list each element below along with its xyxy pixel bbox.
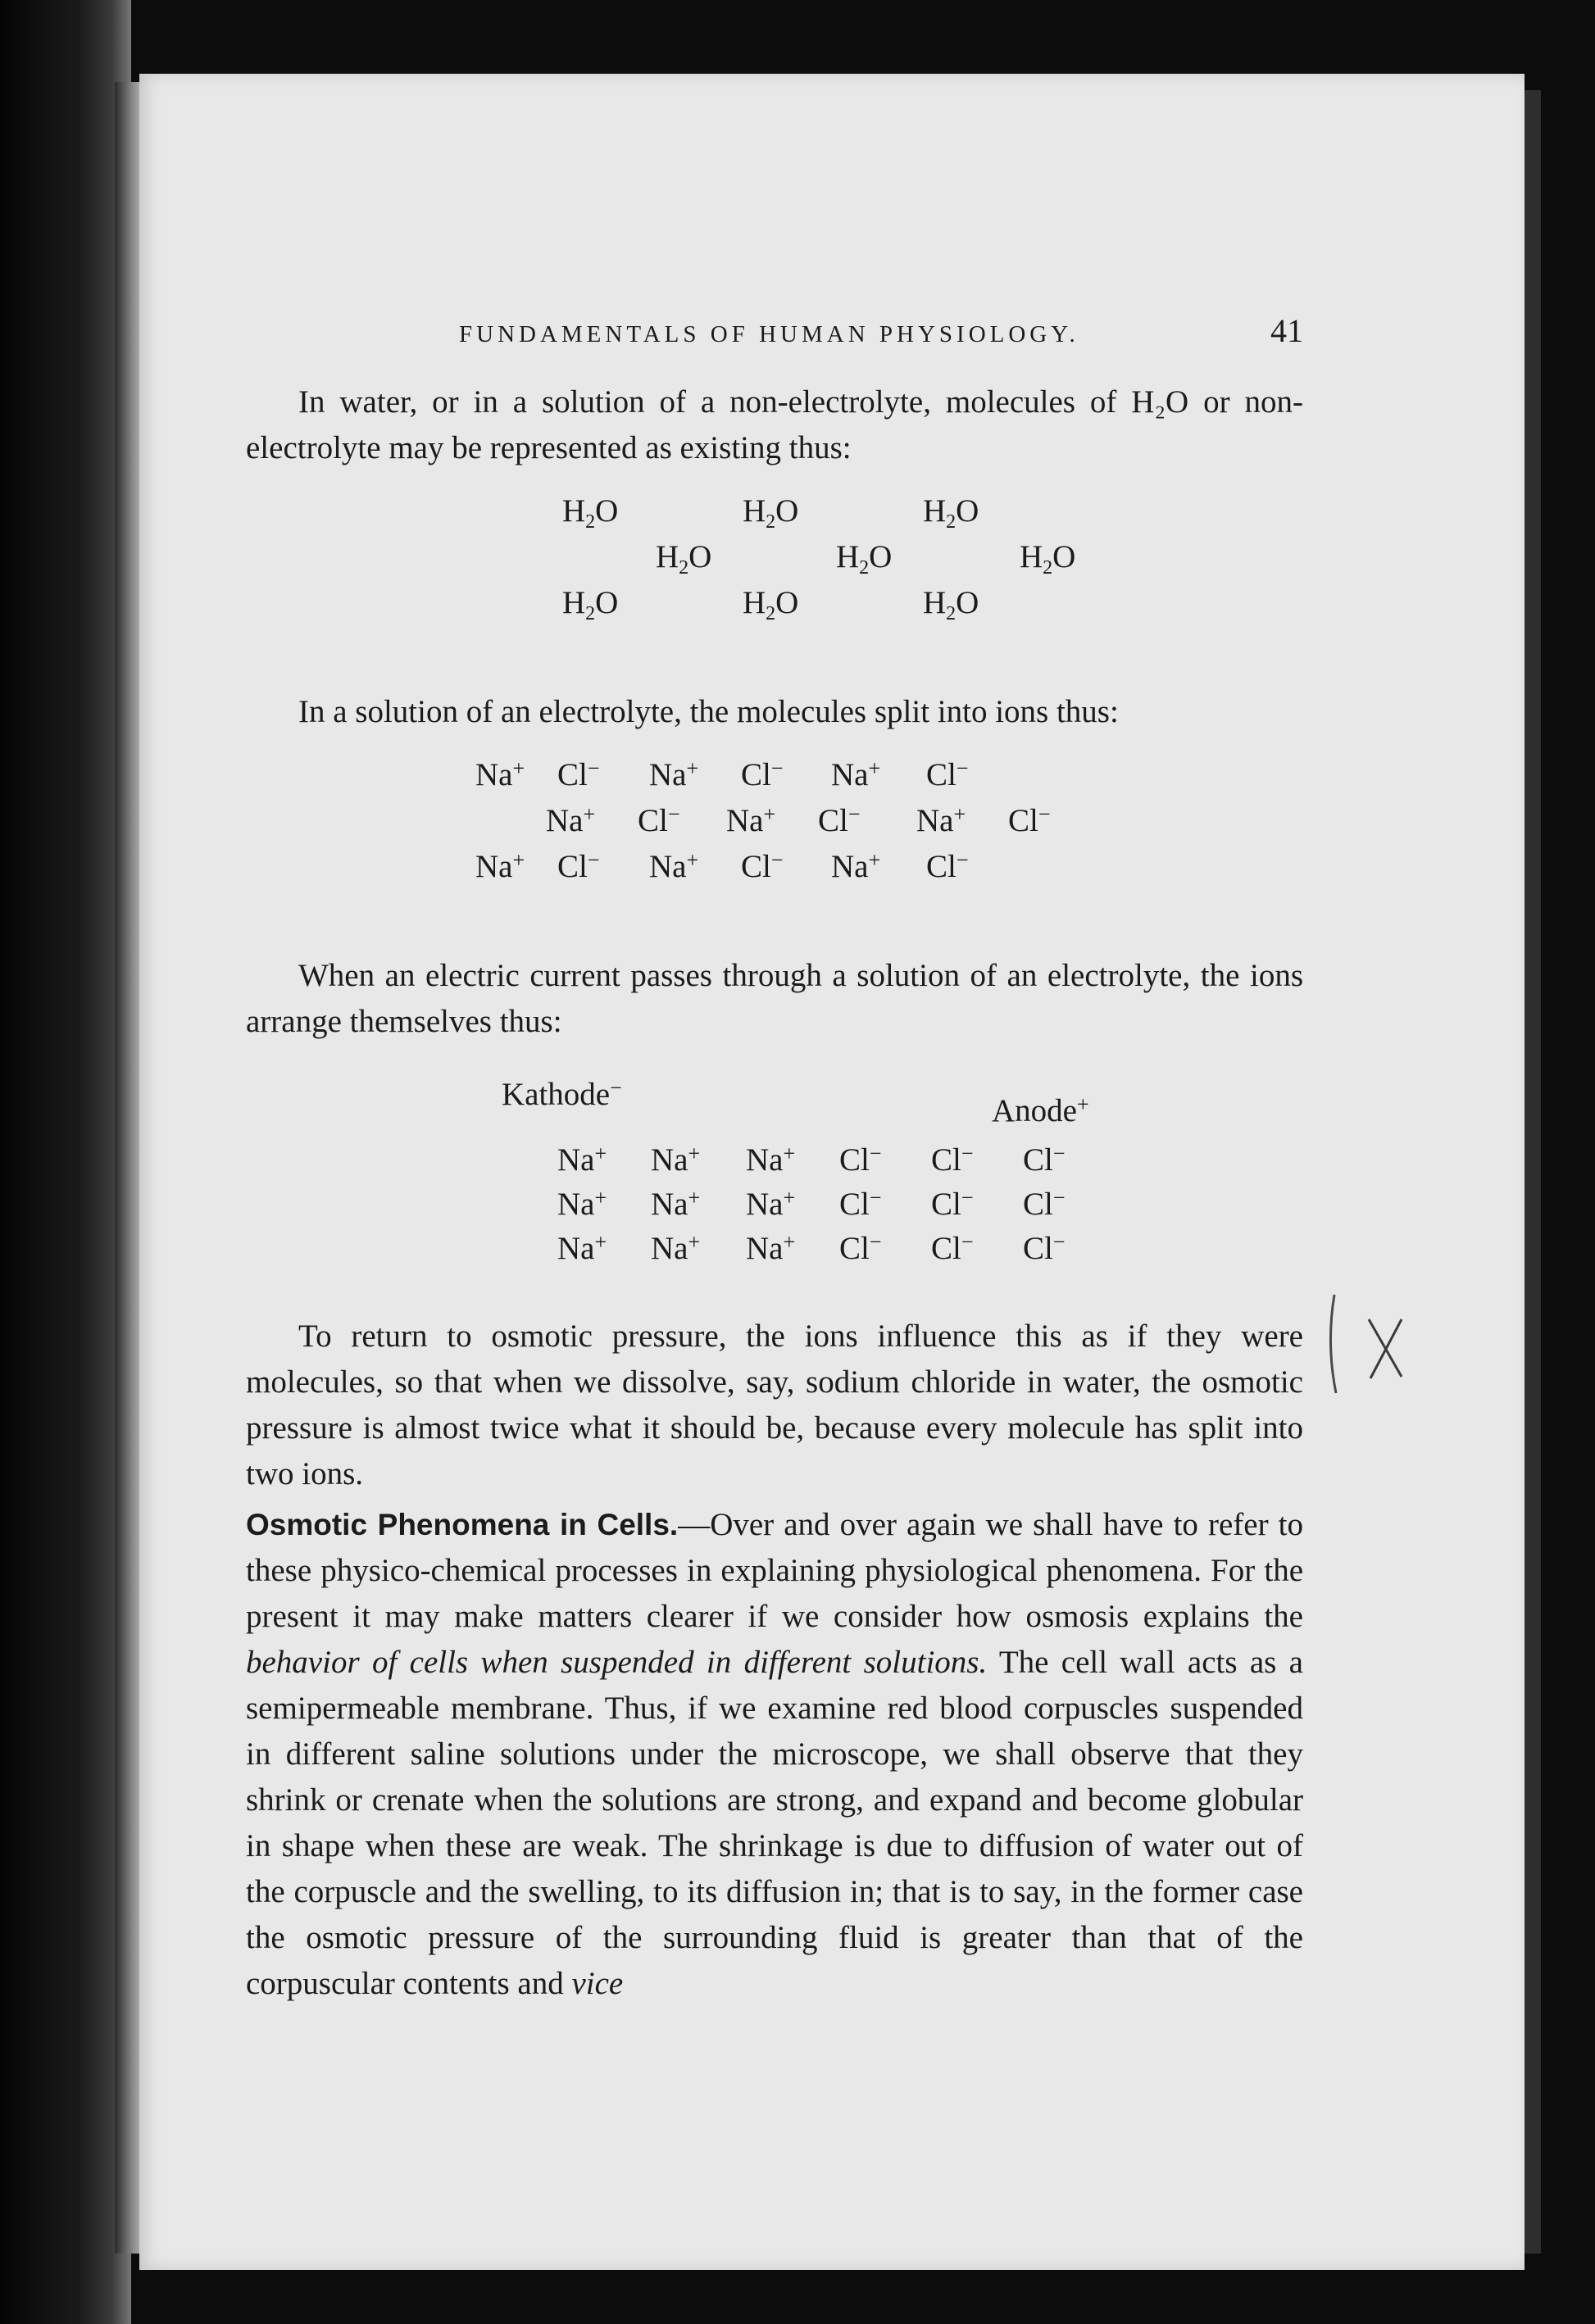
h2o-formula: $H_2O$ bbox=[743, 493, 799, 533]
sodium-ion: Na+ bbox=[831, 848, 881, 884]
sodium-ion: Na+ bbox=[916, 802, 966, 838]
chloride-ion: Cl− bbox=[818, 802, 861, 838]
sodium-ion: Na+ bbox=[649, 848, 699, 884]
running-title: FUNDAMENTALS OF HUMAN PHYSIOLOGY. bbox=[459, 321, 1079, 347]
page-number: 41 bbox=[1270, 312, 1303, 349]
chloride-ion: Cl− bbox=[839, 1186, 882, 1222]
h2o-formula: $H_2O$ bbox=[656, 539, 712, 579]
chloride-ion: Cl− bbox=[926, 756, 969, 792]
sodium-ion: Na+ bbox=[746, 1142, 796, 1178]
chloride-ion: Cl− bbox=[638, 802, 680, 838]
chloride-ion: Cl− bbox=[839, 1230, 882, 1266]
sodium-ion: Na+ bbox=[831, 756, 881, 792]
h2o-formula: $H_2O$ bbox=[836, 539, 893, 579]
h2o-formula: $H_2O$ bbox=[923, 493, 979, 533]
margin-x-mark-icon bbox=[1320, 1287, 1443, 1401]
chloride-ion: Cl− bbox=[1023, 1186, 1066, 1222]
chloride-ion: Cl− bbox=[931, 1142, 974, 1178]
sodium-ion: Na+ bbox=[651, 1142, 701, 1178]
anode-text: Anode bbox=[992, 1093, 1077, 1128]
kathode-text: Kathode bbox=[502, 1077, 611, 1112]
running-head bbox=[459, 311, 1303, 350]
paragraph-electrolyte-ions: In a solution of an electrolyte, the molecules split into ions thus: bbox=[298, 694, 1119, 729]
h2o-formula: $H_2O$ bbox=[1020, 539, 1076, 579]
chloride-ion: Cl− bbox=[741, 756, 784, 792]
chloride-ion: Cl− bbox=[839, 1142, 882, 1178]
sodium-ion: Na+ bbox=[475, 756, 525, 792]
arranged-ion-grid bbox=[246, 1142, 1303, 1281]
h2o-formula: $H_2O$ bbox=[743, 585, 799, 624]
paragraph-osmotic-phenomena bbox=[246, 1502, 1303, 2007]
sodium-ion: Na+ bbox=[651, 1230, 701, 1266]
paragraph-osmotic-pressure: To return to osmotic pressure, the ions influence this as if they were molecules, so that when we dissolve, say, sodium chloride in water, the osmotic pressure is almost twice what it should be, because every molecule has split into two ions. bbox=[246, 1319, 1303, 1491]
sodium-ion: Na+ bbox=[557, 1142, 607, 1178]
sodium-ion: Na+ bbox=[746, 1230, 796, 1266]
sodium-ion: Na+ bbox=[651, 1186, 701, 1222]
section-text-a: —Over and over again we shall have to refer to these physico-chemical processes in explaining physiological phenomena. For the present it may make matters clearer if we consider how osmosis explains the bbox=[246, 1507, 1304, 1634]
dissociated-ion-grid bbox=[246, 756, 1303, 920]
sodium-ion: Na+ bbox=[557, 1230, 607, 1266]
scan-dark-border bbox=[0, 0, 131, 2324]
chloride-ion: Cl− bbox=[926, 848, 969, 884]
section-trailing-italic: vice bbox=[571, 1966, 624, 2001]
sodium-ion: Na+ bbox=[649, 756, 699, 792]
kathode-sign: − bbox=[610, 1076, 622, 1100]
handwritten-margin-mark bbox=[1320, 1287, 1443, 1401]
paragraph-electric-current: When an electric current passes through a solution of an electrolyte, the ions arrange themselves thus: bbox=[246, 958, 1303, 1039]
chloride-ion: Cl− bbox=[1008, 802, 1051, 838]
chloride-ion: Cl− bbox=[557, 848, 600, 884]
chloride-ion: Cl− bbox=[1023, 1142, 1066, 1178]
chloride-ion: Cl− bbox=[931, 1186, 974, 1222]
paragraph-water-molecules: In water, or in a solution of a non-electrolyte, molecules of H₂O or non-electrolyte may be represented as existing thus: bbox=[246, 384, 1303, 465]
anode-label bbox=[992, 1092, 1089, 1129]
h2o-formula: $H_2O$ bbox=[562, 585, 619, 624]
h2o-molecule-grid bbox=[246, 492, 1303, 656]
kathode-label bbox=[502, 1076, 622, 1113]
electrode-labels bbox=[246, 1068, 1303, 1133]
sodium-ion: Na+ bbox=[475, 848, 525, 884]
h2o-formula: $H_2O$ bbox=[562, 493, 619, 533]
chloride-ion: Cl− bbox=[741, 848, 784, 884]
chloride-ion: Cl− bbox=[931, 1230, 974, 1266]
section-heading: Osmotic Phenomena in Cells. bbox=[246, 1508, 679, 1541]
sodium-ion: Na+ bbox=[726, 802, 776, 838]
sodium-ion: Na+ bbox=[557, 1186, 607, 1222]
sodium-ion: Na+ bbox=[546, 802, 596, 838]
chloride-ion: Cl− bbox=[557, 756, 600, 792]
chloride-ion: Cl− bbox=[1023, 1230, 1066, 1266]
section-emphasis: behavior of cells when suspended in different solutions. bbox=[246, 1645, 988, 1680]
page-content bbox=[246, 311, 1303, 2007]
h2o-formula: $H_2O$ bbox=[923, 585, 979, 624]
section-text-b: The cell wall acts as a semipermeable membrane. Thus, if we examine red blood corpuscles suspended in different saline solutions under the microscope, we shall observe that they shrink or crenate when the solutions are strong, and expand and become globular in shape when these are weak. The shrinkage is due to diffusion of water out of the corpuscle and the swelling, to its diffusion in; that is to say, in the former case the osmotic pressure of the surrounding fluid is greater than that of the corpuscular contents and bbox=[246, 1645, 1303, 2001]
page-right-shadow bbox=[1525, 90, 1541, 2254]
sodium-ion: Na+ bbox=[746, 1186, 796, 1222]
anode-sign: + bbox=[1076, 1092, 1089, 1116]
